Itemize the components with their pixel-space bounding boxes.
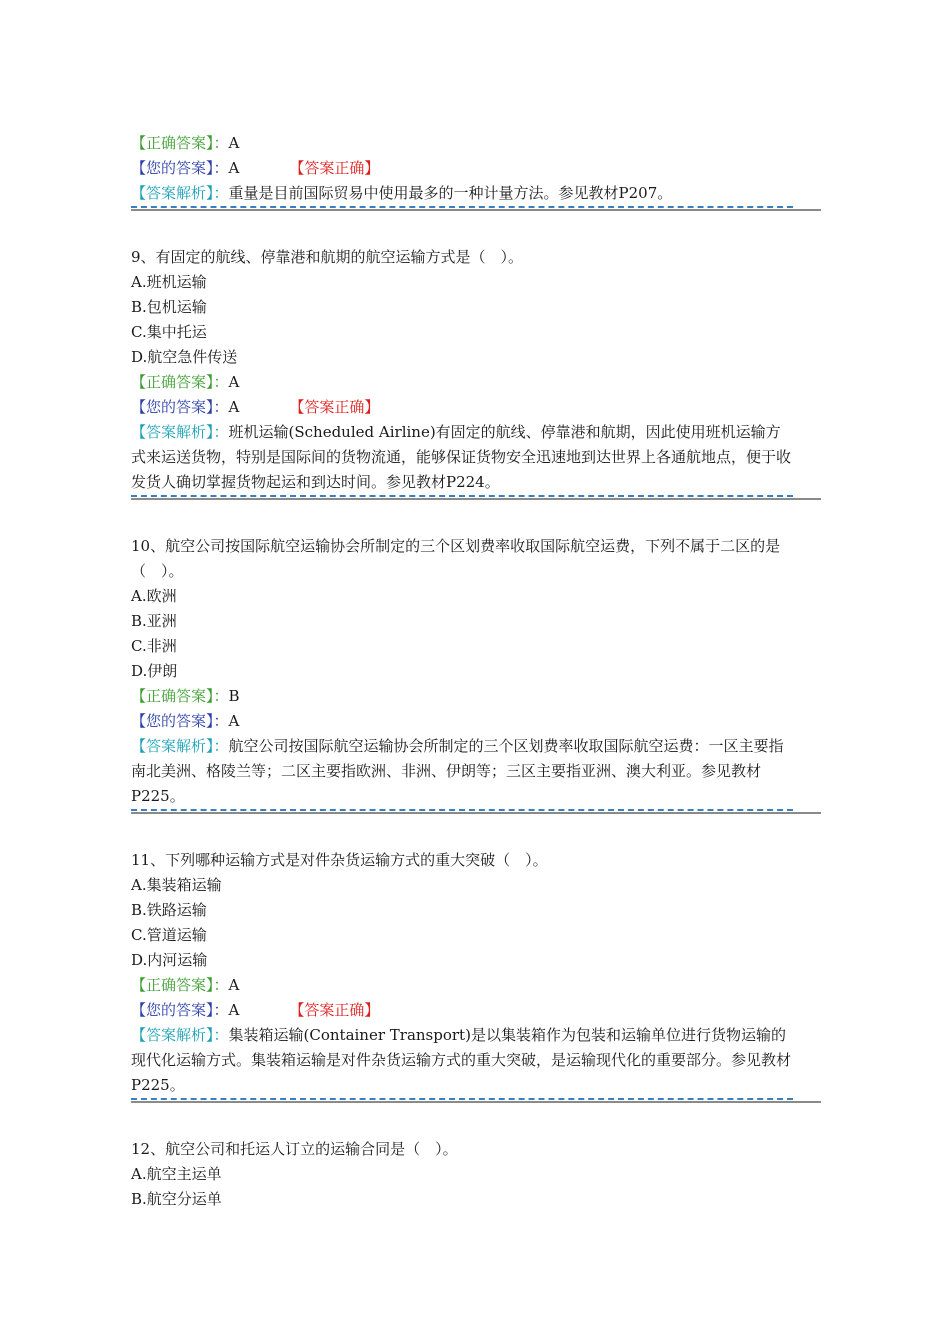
analysis-text: 班机运输(Scheduled Airline)有固定的航线、停靠港和航期，因此使用班机运输方式来运送货物，特别是国际间的货物流通，能够保证货物安全迅速地到达世界上各通航地点，便于收发货人确切掌握货物起运和到达时间。参见教材P224。 [131, 423, 792, 491]
analysis-row [131, 734, 791, 809]
option-a: A.欧洲 [131, 587, 177, 605]
option-b: B.包机运输 [131, 298, 207, 316]
option-c: C.非洲 [131, 637, 177, 655]
option-d: D.伊朗 [131, 662, 178, 680]
separator [131, 495, 821, 501]
answer-correct-badge: 【答案正确】 [289, 398, 380, 416]
option-a: A.集装箱运输 [131, 876, 222, 894]
analysis-row [131, 181, 791, 206]
separator [131, 1098, 821, 1104]
option-c: C.集中托运 [131, 323, 207, 341]
document-page [131, 131, 821, 1212]
analysis-text: 集装箱运输(Container Transport)是以集装箱作为包装和运输单位进行货物运输的现代化运输方式。集装箱运输是对件杂货运输方式的重大突破，是运输现代化的重要部分。参见教材P225。 [131, 1026, 792, 1094]
correct-answer-label: 【正确答案】： [131, 134, 229, 152]
correct-answer-value: B [228, 687, 240, 705]
correct-answer-row [131, 370, 821, 395]
correct-answer-value: A [228, 976, 240, 994]
option-a: A.航空主运单 [131, 1165, 222, 1183]
option-d: D.航空急件传送 [131, 348, 238, 366]
question-stem: 10、航空公司按国际航空运输协会所制定的三个区划费率收取国际航空运费，下列不属于二区的是（ ）。 [131, 537, 781, 580]
analysis-label: 【答案解析】： [131, 423, 229, 441]
correct-answer-value: A [228, 134, 240, 152]
option-a: A.班机运输 [131, 273, 207, 291]
analysis-text: 重量是目前国际贸易中使用最多的一种计量方法。参见教材P207。 [228, 184, 673, 202]
your-answer-label: 【您的答案】： [131, 398, 229, 416]
separator [131, 809, 821, 815]
your-answer-value: A [228, 159, 240, 177]
answer-correct-badge: 【答案正确】 [289, 159, 380, 177]
analysis-label: 【答案解析】： [131, 1026, 229, 1044]
option-b: B.铁路运输 [131, 901, 207, 919]
your-answer-row [131, 998, 821, 1023]
analysis-row [131, 1023, 791, 1098]
analysis-row [131, 420, 791, 495]
correct-answer-label: 【正确答案】： [131, 976, 229, 994]
correct-answer-row [131, 684, 821, 709]
correct-answer-value: A [228, 373, 240, 391]
your-answer-row [131, 156, 821, 181]
your-answer-label: 【您的答案】： [131, 159, 229, 177]
analysis-label: 【答案解析】： [131, 184, 229, 202]
your-answer-label: 【您的答案】： [131, 712, 229, 730]
your-answer-value: A [228, 398, 240, 416]
analysis-text: 航空公司按国际航空运输协会所制定的三个区划费率收取国际航空运费：一区主要指南北美洲、格陵兰等；二区主要指欧洲、非洲、伊朗等；三区主要指亚洲、澳大利亚。参见教材P225。 [131, 737, 784, 805]
correct-answer-label: 【正确答案】： [131, 687, 229, 705]
your-answer-value: A [228, 712, 240, 730]
your-answer-row [131, 709, 821, 734]
your-answer-row [131, 395, 821, 420]
your-answer-value: A [228, 1001, 240, 1019]
answer-block-prev [131, 131, 821, 212]
correct-answer-label: 【正确答案】： [131, 373, 229, 391]
analysis-label: 【答案解析】： [131, 737, 229, 755]
option-b: B.亚洲 [131, 612, 177, 630]
question-stem: 9、有固定的航线、停靠港和航期的航空运输方式是（ ）。 [131, 248, 524, 266]
question-10 [131, 534, 821, 815]
option-b: B.航空分运单 [131, 1190, 222, 1208]
option-d: D.内河运输 [131, 951, 208, 969]
question-11 [131, 848, 821, 1104]
correct-answer-row [131, 973, 821, 998]
answer-correct-badge: 【答案正确】 [289, 1001, 380, 1019]
question-stem: 12、航空公司和托运人订立的运输合同是（ ）。 [131, 1140, 458, 1158]
separator [131, 206, 821, 212]
question-12 [131, 1137, 821, 1212]
question-stem: 11、下列哪种运输方式是对件杂货运输方式的重大突破（ ）。 [131, 851, 548, 869]
your-answer-label: 【您的答案】： [131, 1001, 229, 1019]
question-9 [131, 245, 821, 501]
option-c: C.管道运输 [131, 926, 207, 944]
correct-answer-row [131, 131, 821, 156]
